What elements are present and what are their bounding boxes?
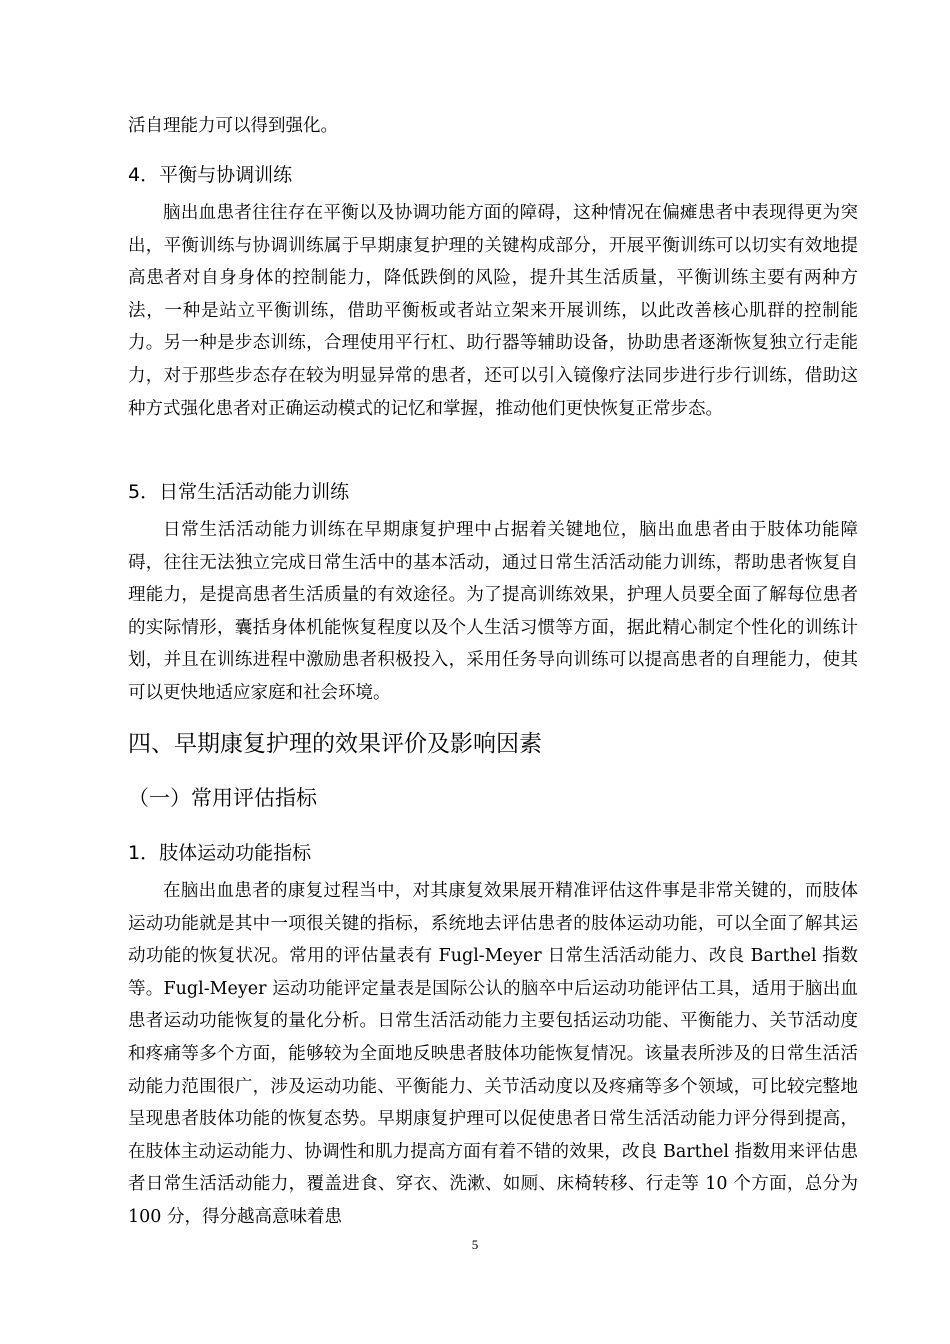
page-number: 5 [471,1237,479,1252]
subchapter-heading: （一）常用评估指标 [128,786,317,810]
section-5-heading: 5．日常生活活动能力训练 [128,481,350,503]
section-4-heading: 4．平衡与协调训练 [128,164,293,186]
section-4-paragraph: 脑出血患者往往存在平衡以及协调功能方面的障碍，这种情况在偏瘫患者中表现得更为突出，平衡训练与协调训练属于早期康复护理的关键构成部分，开展平衡训练可以切实有效地提高患者对自身身体的控制能力，降低跌倒的风险，提升其生活质量，平衡训练主要有两种方法，一种是站立平衡训练，借助平衡板或者站立架来开展训练，以此改善核心肌群的控制能力。另一种是步态训练，合理使用平行杠、助行器等辅助设备，协助患者逐渐恢复独立行走能力，对于那些步态存在较为明显异常的患者，还可以引入镜像疗法同步进行步行训练，借助这种方式强化患者对正确运动模式的记忆和掌握，推动他们更快恢复正常步态。 [128,203,858,419]
section-1-paragraph: 在脑出血患者的康复过程当中，对其康复效果展开精准评估这件事是非常关键的，而肢体运动功能就是其中一项很关键的指标，系统地去评估患者的肢体运动功能，可以全面了解其运动功能的恢复状况。常用的评估量表有 Fugl-Meyer 日常生活活动能力、改良 Barthel 指数等。Fugl-Meyer 运动功能评定量表是国际公认的脑卒中后运动功能评估工具，适用于脑出血患者运动功能恢复的量化分析。日常生活活动能力主要包括运动功能、平衡能力、关节活动度和疼痛等多个方面，能够较为全面地反映患者肢体功能恢复情况。该量表所涉及的日常生活活动能力范围很广，涉及运动功能、平衡能力、关节活动度以及疼痛等多个领域，可比较完整地呈现患者肢体功能的恢复态势。早期康复护理可以促使患者日常生活活动能力评分得到提高，在肢体主动运动能力、协调性和肌力提高方面有着不错的效果，改良 Barthel 指数用来评估患者日常生活活动能力，覆盖进食、穿衣、洗漱、如厕、床椅转移、行走等 10 个方面，总分为 100 分，得分越高意味着患 [128,881,858,1227]
section-1-heading: 1．肢体运动功能指标 [128,842,312,864]
chapter-heading: 四、早期康复护理的效果评价及影响因素 [128,731,542,757]
continuation-paragraph: 活自理能力可以得到强化。 [128,116,338,136]
section-5-paragraph: 日常生活活动能力训练在早期康复护理中占据着关键地位，脑出血患者由于肢体功能障碍，往往无法独立完成日常生活中的基本活动，通过日常生活活动能力训练，帮助患者恢复自理能力，是提高患者生活质量的有效途径。为了提高训练效果，护理人员要全面了解每位患者的实际情形，囊括身体机能恢复程度以及个人生活习惯等方面，据此精心制定个性化的训练计划，并且在训练进程中激励患者积极投入，采用任务导向训练可以提高患者的自理能力，使其可以更快地适应家庭和社会环境。 [128,520,858,703]
